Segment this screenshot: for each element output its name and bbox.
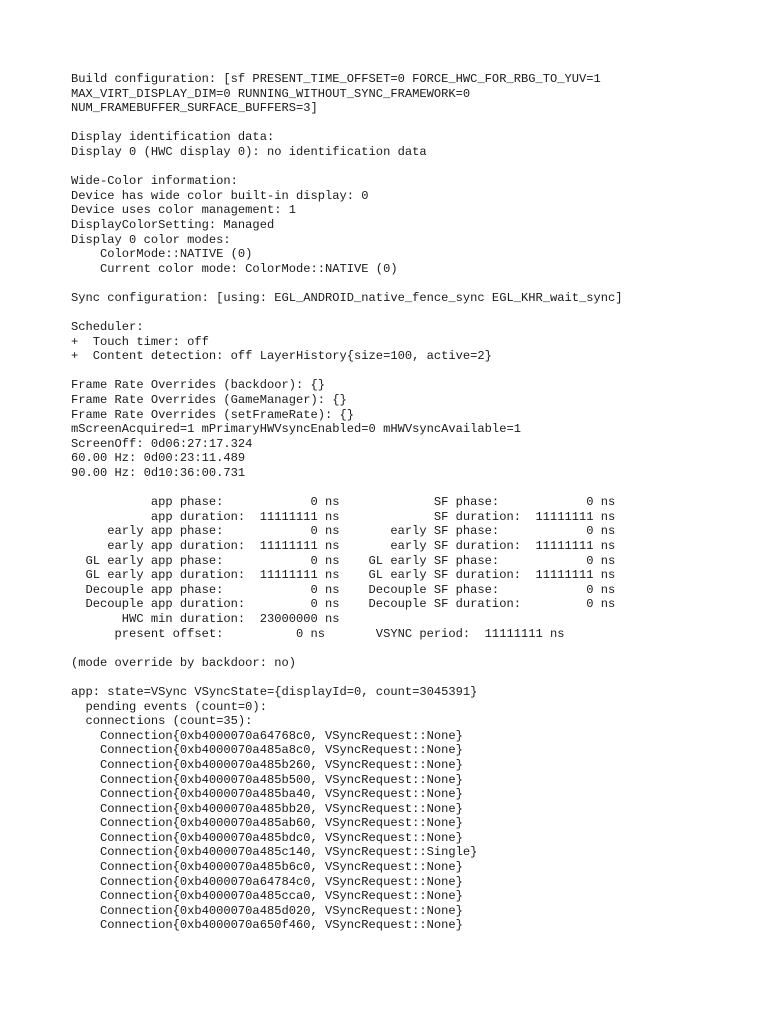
- wide-color-block: Wide-Color information: Device has wide color built-in display: 0 Device uses color management: 1 DisplayColorSetting: Managed Display 0 color modes: ColorMode::NATIVE (0) Current color mode: ColorMode::NATIVE (0): [71, 174, 398, 276]
- sync-configuration-block: Sync configuration: [using: EGL_ANDROID_native_fence_sync EGL_KHR_wait_sync]: [71, 290, 623, 305]
- blank-line: [71, 670, 751, 685]
- blank-line: [71, 116, 751, 131]
- app-vsync-block: app: state=VSync VSyncState={displayId=0, count=3045391} pending events (count=0): connections (count=35): Connection{0xb4000070a64768c0, VSyncRequest::None} Connection{0xb4000070a485a8c0, VSyncRequest::None} Connection{0xb4000070a485b260, VSyncRequest::None} Connection{0xb4000070a485b500, VSyncRequest::None} Connection{0xb4000070a485ba40, VSyncRequest::None} Connection{0xb4000070a485bb20, VSyncRequest::None} Connection{0xb4000070a485ab60, VSyncRequest::None} Connection{0xb4000070a485bdc0, VSyncRequest::None} Connection{0xb4000070a485c140, VSyncRequest::Single} Connection{0xb4000070a485b6c0, VSyncRequest::None} Connection{0xb4000070a64784c0, VSyncRequest::None} Connection{0xb4000070a485cca0, VSyncRequest::None} Connection{0xb4000070a485d020, VSyncRequest::None} Connection{0xb4000070a650f460, VSyncRequest::None}: [71, 684, 478, 933]
- mode-override-block: (mode override by backdoor: no): [71, 655, 296, 670]
- scheduler-block: Scheduler: + Touch timer: off + Content detection: off LayerHistory{size=100, active=2}: [71, 320, 492, 364]
- frame-rate-block: Frame Rate Overrides (backdoor): {} Frame Rate Overrides (GameManager): {} Frame Rate Overrides (setFrameRate): {} mScreenAcquired=1 mPrimaryHWVsyncEnabled=0 mHWVsyncAvailable=1 ScreenOff: 0d06:27:17.324 60.00 Hz: 0d00:23:11.489 90.00 Hz: 0d10:36:00.731: [71, 378, 521, 481]
- blank-line: [71, 481, 751, 496]
- blank-line: [71, 641, 751, 656]
- blank-line: [71, 160, 751, 175]
- dumpsys-document: [71, 72, 751, 933]
- display-identification-block: Display identification data: Display 0 (HWC display 0): no identification data: [71, 130, 427, 159]
- blank-line: [71, 276, 751, 291]
- blank-line: [71, 306, 751, 321]
- build-configuration-block: Build configuration: [sf PRESENT_TIME_OFFSET=0 FORCE_HWC_FOR_RBG_TO_YUV=1 MAX_VIRT_DISPLAY_DIM=0 RUNNING_WITHOUT_SYNC_FRAMEWORK=0 NUM_FRAMEBUFFER_SURFACE_BUFFERS=3]: [71, 72, 601, 116]
- blank-line: [71, 364, 751, 379]
- vsync-phases-block: app phase: 0 ns SF phase: 0 ns app duration: 11111111 ns SF duration: 11111111 ns early app phase: 0 ns early SF phase: 0 ns early app duration: 11111111 ns early SF duration: 11111111 ns GL early app phase: 0 ns GL early SF phase: 0 ns GL early app duration: 11111111 ns GL early SF duration: 11111111 ns Decouple app phase: 0 ns Decouple SF phase: 0 ns Decouple app duration: 0 ns Decouple SF duration: 0 ns HWC min duration: 23000000 ns present offset: 0 ns VSYNC period: 11111111 ns: [85, 495, 616, 641]
